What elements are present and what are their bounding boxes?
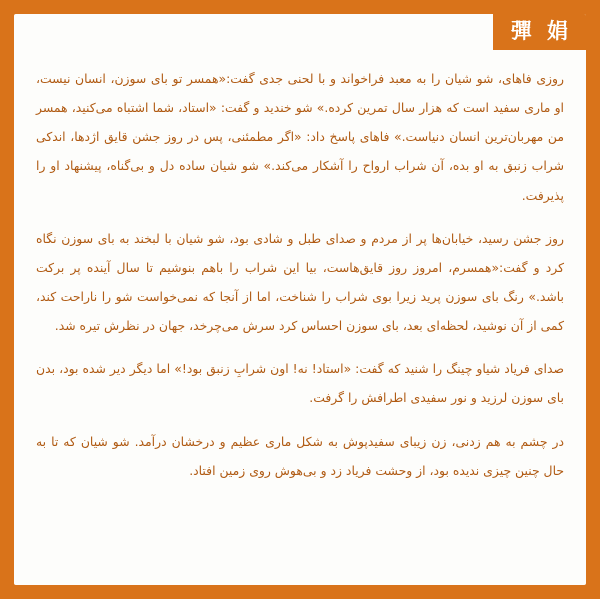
paragraph: صدای فریاد شیاو چینگ را شنید که گفت: «استاد! نه! اون شرابِ زنبق بود!» اما دیگر دیر شده بود، بدن بای سوزن لرزید و نور سفیدی اطرافش را گرفت. (36, 361, 564, 406)
title-badge: 彈 娟 (493, 14, 586, 50)
document-card (14, 14, 586, 585)
paragraph: روز جشن رسید، خیابان‌ها پر از مردم و صدای طبل و شادی بود، شو شیان با لبخند به بای سوزن نگاه کرد و گفت:«همسرم، امروز روز قایق‌هاست، بیا این شراب را باهم بنوشیم تا سال آینده پر برکت باشد.» رنگ بای سوزن پرید زیرا بوی شراب را شناخت، اما از آنجا که نمی‌خواست شو را ناراحت کند، کمی از آن نوشید، لحظه‌ای بعد، بای سوزن احساس کرد سرش می‌چرخد، جهان در نظرش تیره شد. (36, 230, 564, 334)
paragraph: روزی فاهای، شو شیان را به معبد فراخواند و با لحنی جدی گفت:«همسر تو بای سوزن، انسان نیست، او ماری سفید است که هزار سال تمرین کرده.» شو خندید و گفت: «استاد، شما اشتباه می‌کنید، همسر من مهربان‌ترین انسان دنیاست.» فاهای پاسخ داد: «اگر مطمئنی، پس در روز جشن قایق اژدها، اندکی شراب زنبق به او بده، آن شراب ارواح را آشکار می‌کند.» شو شیان ساده دل و بی‌گناه، پیشنهاد او را پذیرفت. (36, 71, 564, 203)
paragraph: در چشم به هم زدنی، زن زیبای سفیدپوش به شکل ماری عظیم و درخشان درآمد. شو شیان که تا به حال چنین چیزی ندیده بود، از وحشت فریاد زد و بی‌هوش روی زمین افتاد. (36, 433, 564, 478)
document-body (36, 64, 564, 485)
